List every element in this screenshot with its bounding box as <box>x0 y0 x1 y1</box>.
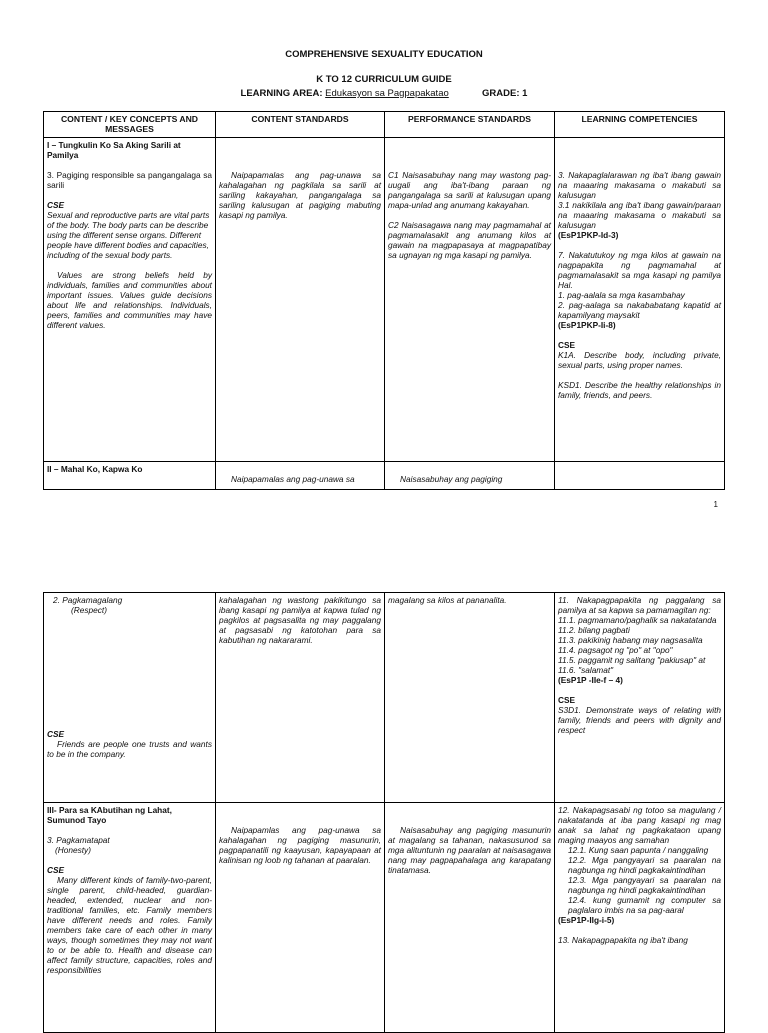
content-standard-text: Naipapamlas ang pag-unawa sa kahalagahan ng pagiging masunurin, pagpapanatili ng kaayusan, kapayapaan at kalinisan ng loob ng tahanan at paaralan. <box>219 825 381 865</box>
page-gap <box>0 522 768 560</box>
table-row <box>44 593 725 803</box>
competency-11: 11. Nakapagpapakita ng paggalang sa pamilya at sa kapwa sa pamamagitan ng: <box>558 595 721 615</box>
cse-label: CSE <box>47 865 65 875</box>
performance-standards-cell <box>385 462 555 490</box>
competency-3: 3. Nakapaglalarawan ng iba't ibang gawain na maaaring makasama o makabuti sa kalusugan <box>558 170 721 200</box>
competency-12-2: 12.2. Mga pangyayari sa paaralan na nagbunga ng hindi pagkakaintindihan <box>568 855 721 875</box>
header-performance-standards: PERFORMANCE STANDARDS <box>385 112 555 138</box>
competency-12-4: 12.4. kung gumamit ng computer sa paglalaro imbis na sa pag-aaral <box>568 895 721 915</box>
header-learning-competencies: LEARNING COMPETENCIES <box>555 112 725 138</box>
document-title: COMPREHENSIVE SEXUALITY EDUCATION <box>285 49 483 60</box>
learning-area-label: LEARNING AREA: <box>240 88 323 99</box>
curriculum-guide-heading: K TO 12 CURRICULUM GUIDE <box>316 74 452 85</box>
key-concepts-cell <box>44 803 216 1033</box>
competency-code: (EsP1PKP-Id-3) <box>558 230 619 240</box>
competency-13: 13. Nakapagpapakita ng iba't ibang <box>558 935 688 945</box>
performance-standards-cell <box>385 803 555 1033</box>
curriculum-table-page-2 <box>43 592 725 1033</box>
page-number: 1 <box>713 500 718 509</box>
content-standard-text: Naipapamalas ang pag-unawa sa <box>231 474 355 484</box>
concept-sub: (Respect) <box>71 605 107 615</box>
values-text: Values are strong beliefs held by individuals, families and communities about important issues. Values guide decisions about life and relationships. Individuals, peers, families and communities may have different values. <box>47 270 212 330</box>
learning-competencies-cell <box>555 138 725 462</box>
performance-standards-cell <box>385 138 555 462</box>
concept-sub: (Honesty) <box>55 845 91 855</box>
competency-11-6: 11.6. "salamat" <box>558 665 614 675</box>
performance-standard-text: Naisasabuhay ang pagiging <box>400 474 503 484</box>
cse-label: CSE <box>558 695 576 705</box>
cse-ksd1: KSD1. Describe the healthy relationships in family, friends, and peers. <box>558 380 721 400</box>
cse-text: Many different kinds of family-two-parent, single parent, child-headed, guardian-headed, extended, nuclear and non-traditional families, etc. Family members have different needs and roles. Family members take care of each other in many ways, though sometimes they may not want to or be able to. Health and disease can affect family structure, capacities, roles and responsibilities <box>47 875 212 975</box>
key-concepts-cell <box>44 138 216 462</box>
cse-text: Sexual and reproductive parts are vital parts of the body. The body parts can be describe using the different sense organs. Different people have different bodies and capacities, including of the sexual body parts. <box>47 210 210 260</box>
competency-12-1: 12.1. Kung saan papunta / nanggaling <box>568 845 709 855</box>
section-title: III- Para sa KAbutihan ng Lahat, Sumunod Tayo <box>47 805 172 825</box>
cse-label: CSE <box>47 729 65 739</box>
learning-competencies-cell <box>555 593 725 803</box>
competency-code: (EsP1P-IIg-i-5) <box>558 915 615 925</box>
table-header-row <box>44 112 725 138</box>
competency-3-1: 3.1 nakikilala ang iba't ibang gawain/paraan na maaaring makasama o makabuti sa kalusugan <box>558 200 721 230</box>
content-standards-cell <box>216 138 385 462</box>
table-row <box>44 138 725 462</box>
competency-code: (EsP1P -IIe-f – 4) <box>558 675 623 685</box>
content-standard-text: kahalagahan ng wastong pakikitungo sa ibang kasapi ng pamilya at kapwa tulad ng pagkilos at pagsasalita ng may paggalang at pagsasabi ng katotohan para sa kabutihan ng nakararami. <box>219 595 381 645</box>
performance-standard-text: Naisasabuhay ang pagiging masunurin at magalang sa tahanan, nakasusunod sa mga alituntunin ng paaralan at naisasagawa nang may pagpapahalaga ang karapatang tinatamasa. <box>388 825 551 875</box>
content-standard-text: Naipapamalas ang pag-unawa sa kahalagahan ng pagkilala sa sarili at sariling kakayahan, pangangalaga sa sariling kalusugan at pagiging mabuting kasapi ng pamilya. <box>219 170 381 220</box>
performance-standard-c1: C1 Naisasabuhay nang may wastong pag-uugali ang iba't-ibang paraan ng pangangalaga sa sarili at kalusugan upang mapa-unlad ang anumang kakayahan. <box>388 170 551 210</box>
competency-11-5: 11.5. paggamit ng salitang "pakiusap" at <box>558 655 706 665</box>
performance-standard-text: magalang sa kilos at pananalita. <box>388 595 507 605</box>
cse-text: Friends are people one trusts and wants to be in the company. <box>47 739 212 759</box>
learning-area-value: Edukasyon sa Pagpapakatao <box>325 88 449 99</box>
learning-competencies-cell <box>555 462 725 490</box>
key-concepts-cell <box>44 593 216 803</box>
cse-label: CSE <box>47 200 65 210</box>
competency-7: 7. Nakatutukoy ng mga kilos at gawain na nagpapakita ng pagmamahal at pagmamalasakit sa mga kasapi ng pamilya Hal. <box>558 250 721 290</box>
competency-7-1: 1. pag-aalala sa mga kasambahay <box>558 290 685 300</box>
competency-11-3: 11.3. pakikinig habang may nagsasalita <box>558 635 703 645</box>
learning-area-line <box>0 88 768 99</box>
content-standards-cell <box>216 803 385 1033</box>
curriculum-table-page-1 <box>43 111 725 490</box>
competency-7-2: 2. pag-aalaga sa nakababatang kapatid at kapamilyang maysakit <box>558 300 721 320</box>
table-row <box>44 462 725 490</box>
performance-standard-c2: C2 Naisasagawa nang may pagmamahal at pagmamalasakit ang anumang kilos at gawain na magpapasaya at magpapatibay sa ugnayan ng mga kasapi ng pamilya. <box>388 220 551 260</box>
content-standards-cell <box>216 462 385 490</box>
document-page-2 <box>0 560 768 1024</box>
header-content-standards: CONTENT STANDARDS <box>216 112 385 138</box>
header-content-key-concepts: CONTENT / KEY CONCEPTS AND MESSAGES <box>44 112 216 138</box>
competency-11-2: 11.2. bilang pagbati <box>558 625 630 635</box>
cse-label: CSE <box>558 340 576 350</box>
key-concepts-cell: II – Mahal Ko, Kapwa Ko <box>44 462 216 490</box>
cse-s3d1: S3D1. Demonstrate ways of relating with family, friends and peers with dignity and respect <box>558 705 721 735</box>
competency-code: (EsP1PKP-Ii-8) <box>558 320 616 330</box>
performance-standards-cell <box>385 593 555 803</box>
grade-label: GRADE: 1 <box>482 88 528 99</box>
table-row <box>44 803 725 1033</box>
concept-item: 3. Pagkamatapat <box>47 835 110 845</box>
section-title: I – Tungkulin Ko Sa Aking Sarili at Pamilya <box>47 140 181 160</box>
concept-item: 2. Pagkamagalang <box>53 595 123 605</box>
content-standards-cell <box>216 593 385 803</box>
competency-12-3: 12.3. Mga pangyayari sa paaralan na nagbunga ng hindi pagkakaintindihan <box>568 875 721 895</box>
competency-11-1: 11.1. pagmamano/paghalik sa nakatatanda <box>558 615 717 625</box>
competency-12: 12. Nakapagsasabi ng totoo sa magulang / nakatatanda at iba pang kasapi ng mag anak sa lahat ng pagkakataon upang maging maayos ang samahan <box>558 805 721 845</box>
competency-11-4: 11.4. pagsagot ng "po" at "opo" <box>558 645 673 655</box>
learning-competencies-cell <box>555 803 725 1033</box>
cse-k1a: K1A. Describe body, including private, sexual parts, using proper names. <box>558 350 721 370</box>
concept-item: 3. Pagiging responsible sa pangangalaga sa sarili <box>47 170 212 190</box>
